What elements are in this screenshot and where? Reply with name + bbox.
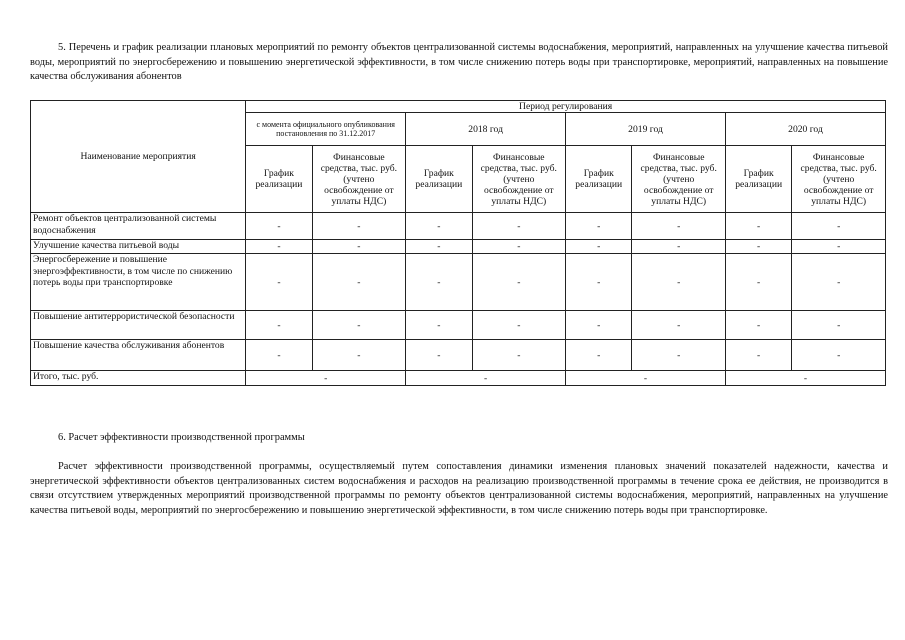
total-cell: - [725,371,885,386]
sub-header-schedule: График реализации [246,146,312,213]
table-cell: - [566,254,632,311]
table-cell: - [632,311,726,340]
table-cell: - [725,340,791,371]
table-cell: - [792,340,886,371]
table-cell: - [566,340,632,371]
table-cell: - [246,240,312,254]
table-cell: - [406,311,472,340]
table-cell: - [725,213,791,240]
table-cell: - [472,311,566,340]
table-cell: - [472,340,566,371]
total-cell: - [246,371,406,386]
sub-header-finance: Финансовые средства, тыс. руб. (учтено освобождение от уплаты НДС) [312,146,406,213]
table-cell: - [632,340,726,371]
table-cell: - [246,213,312,240]
sub-header-finance: Финансовые средства, тыс. руб. (учтено освобождение от уплаты НДС) [792,146,886,213]
table-cell: - [246,340,312,371]
table-cell: - [406,213,472,240]
table-cell: - [246,254,312,311]
table-row [31,254,886,311]
table-cell: - [725,254,791,311]
row-name: Ремонт объектов централизованной системы водоснабжения [31,213,246,240]
table-cell: - [792,311,886,340]
section-5-paragraph: 5. Перечень и график реализации плановых мероприятий по ремонту объектов централизованной системы водоснабжения, мероприятий, направленных на улучшение качества питьевой воды, мероприятий по энергосбережению и повышению энергетической эффективности, в том числе снижению потерь воды при транспортировке, мероприятий, направленных на повышение качества обслуживания абонентов [30,42,888,83]
table-cell: - [632,213,726,240]
table-cell: - [566,213,632,240]
row-name: Улучшение качества питьевой воды [31,240,246,254]
table-cell: - [406,340,472,371]
section-6-title: 6. Расчет эффективности производственной программы [58,432,305,443]
period-header-1: 2018 год [406,113,566,146]
table-cell: - [312,240,406,254]
total-cell: - [566,371,726,386]
table-row [31,240,886,254]
total-row [31,371,886,386]
period-header-0: с момента официального опубликования постановления по 31.12.2017 [246,113,406,146]
table-cell: - [472,213,566,240]
table-row [31,213,886,240]
table-cell: - [725,240,791,254]
sub-header-schedule: График реализации [566,146,632,213]
table-cell: - [792,254,886,311]
table-cell: - [312,213,406,240]
table-cell: - [472,254,566,311]
col-header-name: Наименование мероприятия [31,101,246,213]
table-cell: - [472,240,566,254]
table-cell: - [725,311,791,340]
period-header-3: 2020 год [725,113,885,146]
table-cell: - [312,254,406,311]
sub-header-finance: Финансовые средства, тыс. руб. (учтено освобождение от уплаты НДС) [472,146,566,213]
table-cell: - [566,311,632,340]
period-header-2: 2019 год [566,113,726,146]
table-cell: - [566,240,632,254]
total-cell: - [406,371,566,386]
section-6-paragraph: Расчет эффективности производственной программы, осуществляемый путем сопоставления динамики изменения плановых значений показателей надежности, качества и энергетической эффективности объектов централизованных систем водоснабжения и расходов на реализацию производственной программы в течение срока ее действия, не производится в связи отсутствием утвержденных мероприятий производственной программы по ремонту объектов централизованной системы водоснабжения, мероприятий, направленных на улучшение качества питьевой воды, мероприятий по энергосбережению и повышению энергетической эффективности, в том числе снижению потерь воды при транспортировке. [30,461,888,516]
sub-header-schedule: График реализации [725,146,791,213]
total-label: Итого, тыс. руб. [31,371,246,386]
table-row [31,311,886,340]
row-name: Повышение антитеррористической безопасности [31,311,246,340]
table-cell: - [312,340,406,371]
table-cell: - [632,254,726,311]
plan-table [30,100,886,386]
table-cell: - [406,254,472,311]
table-cell: - [792,213,886,240]
period-header: Период регулирования [246,101,886,113]
table-cell: - [312,311,406,340]
sub-header-finance: Финансовые средства, тыс. руб. (учтено освобождение от уплаты НДС) [632,146,726,213]
row-name: Энергосбережение и повышение энергоэффективности, в том числе по снижению потерь воды при транспортировке [31,254,246,311]
table-cell: - [246,311,312,340]
table-cell: - [406,240,472,254]
table-row [31,340,886,371]
table-cell: - [632,240,726,254]
table-cell: - [792,240,886,254]
row-name: Повышение качества обслуживания абонентов [31,340,246,371]
sub-header-schedule: График реализации [406,146,472,213]
